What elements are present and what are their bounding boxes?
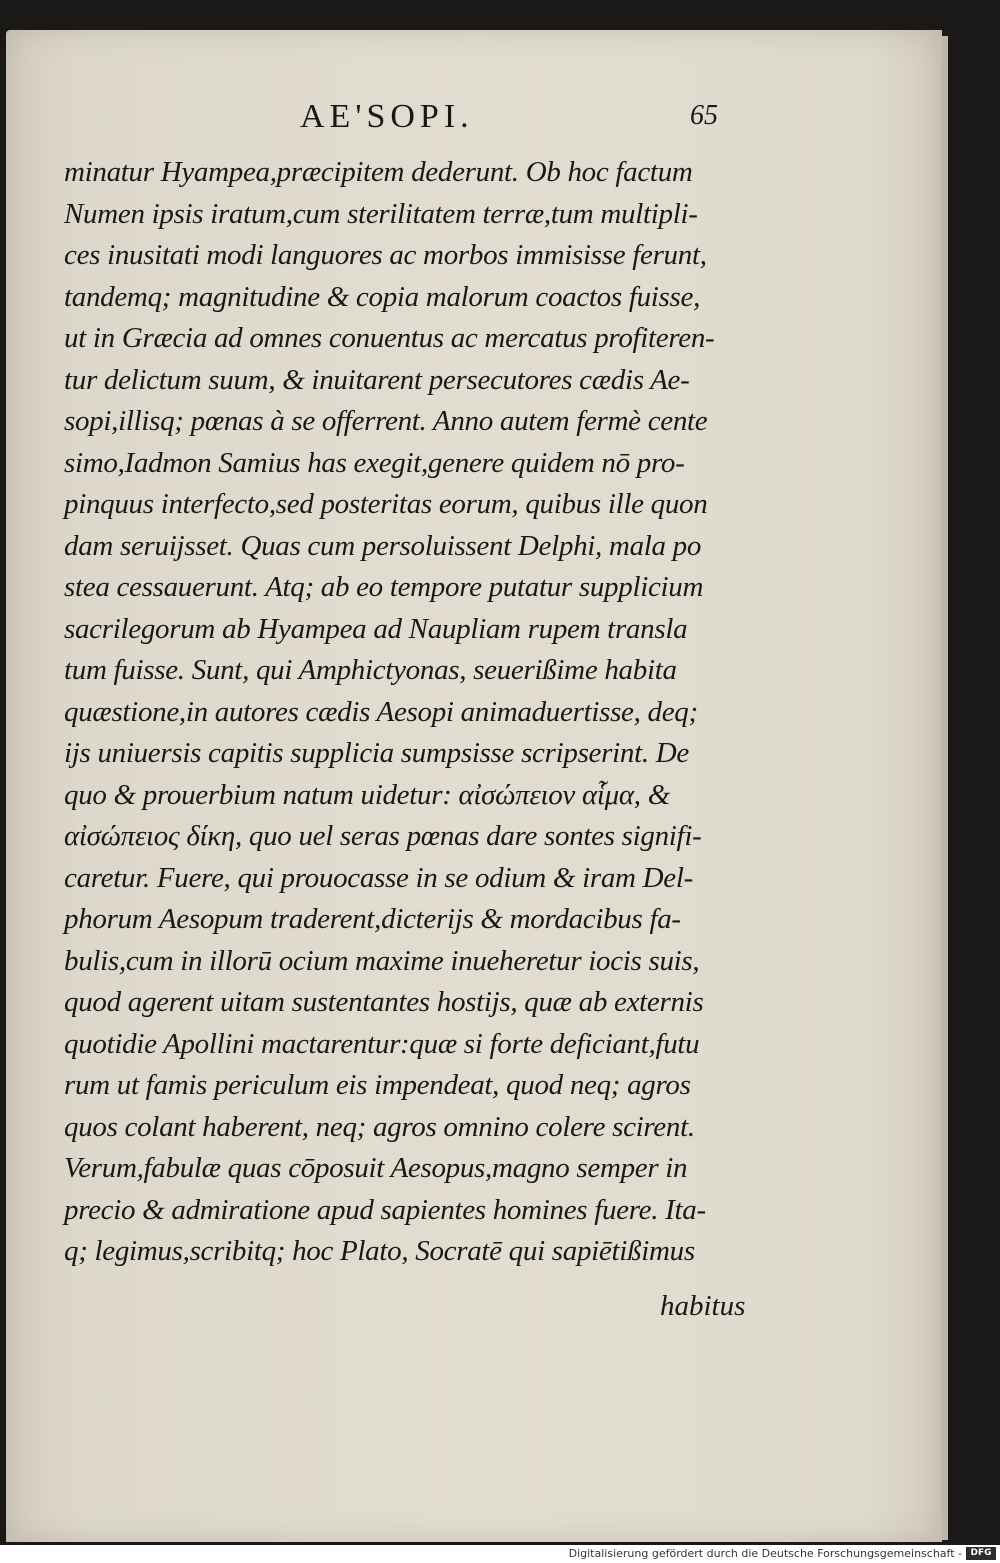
text-line: simo,Iadmon Samius has exegit,genere quidem nō pro- <box>64 446 685 479</box>
text-line: quos colant haberent, neq; agros omnino colere scirent. <box>64 1110 695 1143</box>
text-line: ut in Græcia ad omnes conuentus ac mercatus profiteren- <box>64 322 715 354</box>
text-line: quotidie Apollini mactarentur:quæ si forte deficiant,futu <box>64 1027 700 1060</box>
text-line: quod agerent uitam sustentantes hostijs, quæ ab externis <box>64 986 704 1018</box>
text-line: sopi,illisq; pœnas à se offerrent. Anno autem fermè cente <box>64 405 708 437</box>
page-edge <box>942 36 948 1540</box>
text-line: tum fuisse. Sunt, qui Amphictyonas, seuerißime habita <box>64 654 677 686</box>
text-line: precio & admiratione apud sapientes homines fuere. Ita- <box>64 1193 706 1226</box>
body-text <box>64 152 764 1273</box>
text-line: rum ut famis periculum eis impendeat, quod neq; agros <box>64 1069 691 1101</box>
text-line: caretur. Fuere, qui prouocasse in se odium & iram Del- <box>64 861 693 894</box>
text-line: Numen ipsis iratum,cum sterilitatem terræ,tum multipli- <box>64 197 698 230</box>
text-line: bulis,cum in illorū ocium maxime inueheretur iocis suis, <box>64 944 700 977</box>
text-line: quo & prouerbium natum uidetur: αἰσώπειον αἷμα, & <box>64 778 670 811</box>
text-line: pinquus interfecto,sed posteritas eorum, quibus ille quon <box>64 488 708 520</box>
text-line: quæstione,in autores cædis Aesopi animaduertisse, deq; <box>64 695 698 728</box>
text-line: tur delictum suum, & inuitarent persecutores cædis Ae- <box>64 363 690 396</box>
text-line: stea cessauerunt. Atq; ab eo tempore putatur supplicium <box>64 571 704 603</box>
text-line: q; legimus,scribitq; hoc Plato, Socratē qui sapiētißimus <box>64 1235 695 1267</box>
text-line: sacrilegorum ab Hyampea ad Naupliam rupem transla <box>64 612 688 645</box>
text-line: αἰσώπειος δίκη, quo uel seras pœnas dare sontes signifi- <box>64 820 702 852</box>
running-head: AE'SOPI. <box>300 98 474 135</box>
page-number: 65 <box>690 100 718 131</box>
dfg-logo: DFG <box>966 1547 996 1560</box>
text-line: tandemq; magnitudine & copia malorum coactos fuisse, <box>64 280 701 313</box>
catchword: habitus <box>660 1290 746 1322</box>
text-line: dam seruijsset. Quas cum persoluissent Delphi, mala po <box>64 529 702 562</box>
text-line: ijs uniuersis capitis supplicia sumpsisse scripserint. De <box>64 737 689 769</box>
funding-credit: Digitalisierung gefördert durch die Deutsche Forschungsgemeinschaft - <box>568 1547 962 1560</box>
text-line: ces inusitati modi languores ac morbos immisisse ferunt, <box>64 239 707 271</box>
text-line: Verum,fabulæ quas cōposuit Aesopus,magno semper in <box>64 1152 688 1184</box>
text-line: phorum Aesopum traderent,dicterijs & mordacibus fa- <box>64 903 681 935</box>
text-line: minatur Hyampea,præcipitem dederunt. Ob hoc factum <box>64 156 693 188</box>
